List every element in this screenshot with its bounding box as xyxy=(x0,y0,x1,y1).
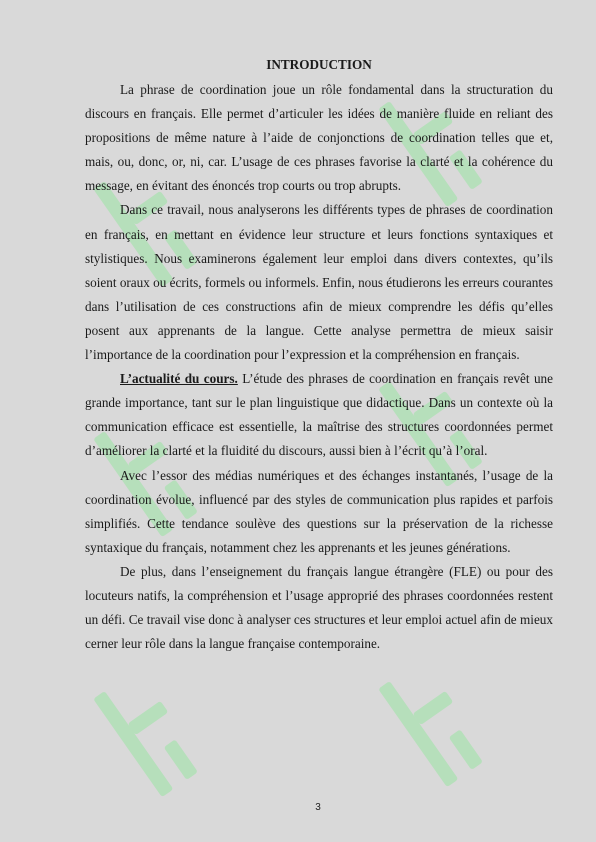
paragraph xyxy=(85,367,553,463)
paragraph-text: Dans ce travail, nous analyserons les différents types de phrases de coordination en français, en mettant en évidence leur structure et leurs fonctions syntaxiques et stylistiques. Nous examinerons également leur emploi dans divers contextes, qu’ils soient oraux ou écrits, formels ou informels. Enfin, nous étudierons les erreurs courantes dans l’utilisation de ces constructions afin de mieux comprendre les défis qu’elles posent aux apprenants de la langue. Cette analyse permettra de mieux saisir l’importance de la coordination pour l’expression et la compréhension en français. xyxy=(85,202,553,363)
document-body xyxy=(85,56,553,656)
page-number: 3 xyxy=(315,802,321,813)
paragraph-text: Avec l’essor des médias numériques et des échanges instantanés, l’usage de la coordination évolue, influencé par des styles de communication plus rapides et parfois simplifiés. Cette tendance soulève des questions sur la préservation de la richesse syntaxique du français, notamment chez les apprenants et les jeunes générations. xyxy=(85,467,553,555)
paragraph xyxy=(85,464,553,560)
section-title: INTRODUCTION xyxy=(266,57,372,72)
paragraph-lead-heading: L’actualité du cours. xyxy=(120,371,238,387)
paragraph xyxy=(85,198,553,367)
watermark-logo-icon xyxy=(380,640,500,810)
watermark-logo-icon xyxy=(95,650,215,820)
paragraph-text: L’étude des phrases de coordination en français revêt une grande importance, tant sur le plan linguistique que didactique. Dans un contexte où la communication efficace est essentielle, la maîtrise des structures coordonnées permet d’améliorer la clarté et la fluidité du discours, aussi bien à l’écrit qu’à l’oral. xyxy=(85,371,553,459)
paragraph xyxy=(85,78,553,198)
paragraph xyxy=(85,560,553,656)
paragraph-text: De plus, dans l’enseignement du français langue étrangère (FLE) ou pour des locuteurs natifs, la compréhension et l’usage approprié des phrases coordonnées restent un défi. Ce travail vise donc à analyser ces structures et leur emploi actuel afin de mieux cerner leur rôle dans la langue française contemporaine. xyxy=(85,563,553,652)
paragraph-text: La phrase de coordination joue un rôle fondamental dans la structuration du discours en français. Elle permet d’articuler les idées de manière fluide en reliant des propositions de même nature à l’aide de conjonctions de coordination telles que et, mais, ou, donc, or, ni, car. L’usage de ces phrases favorise la clarté et la cohérence du message, en évitant des énoncés trop courts ou trop abrupts. xyxy=(85,82,553,194)
